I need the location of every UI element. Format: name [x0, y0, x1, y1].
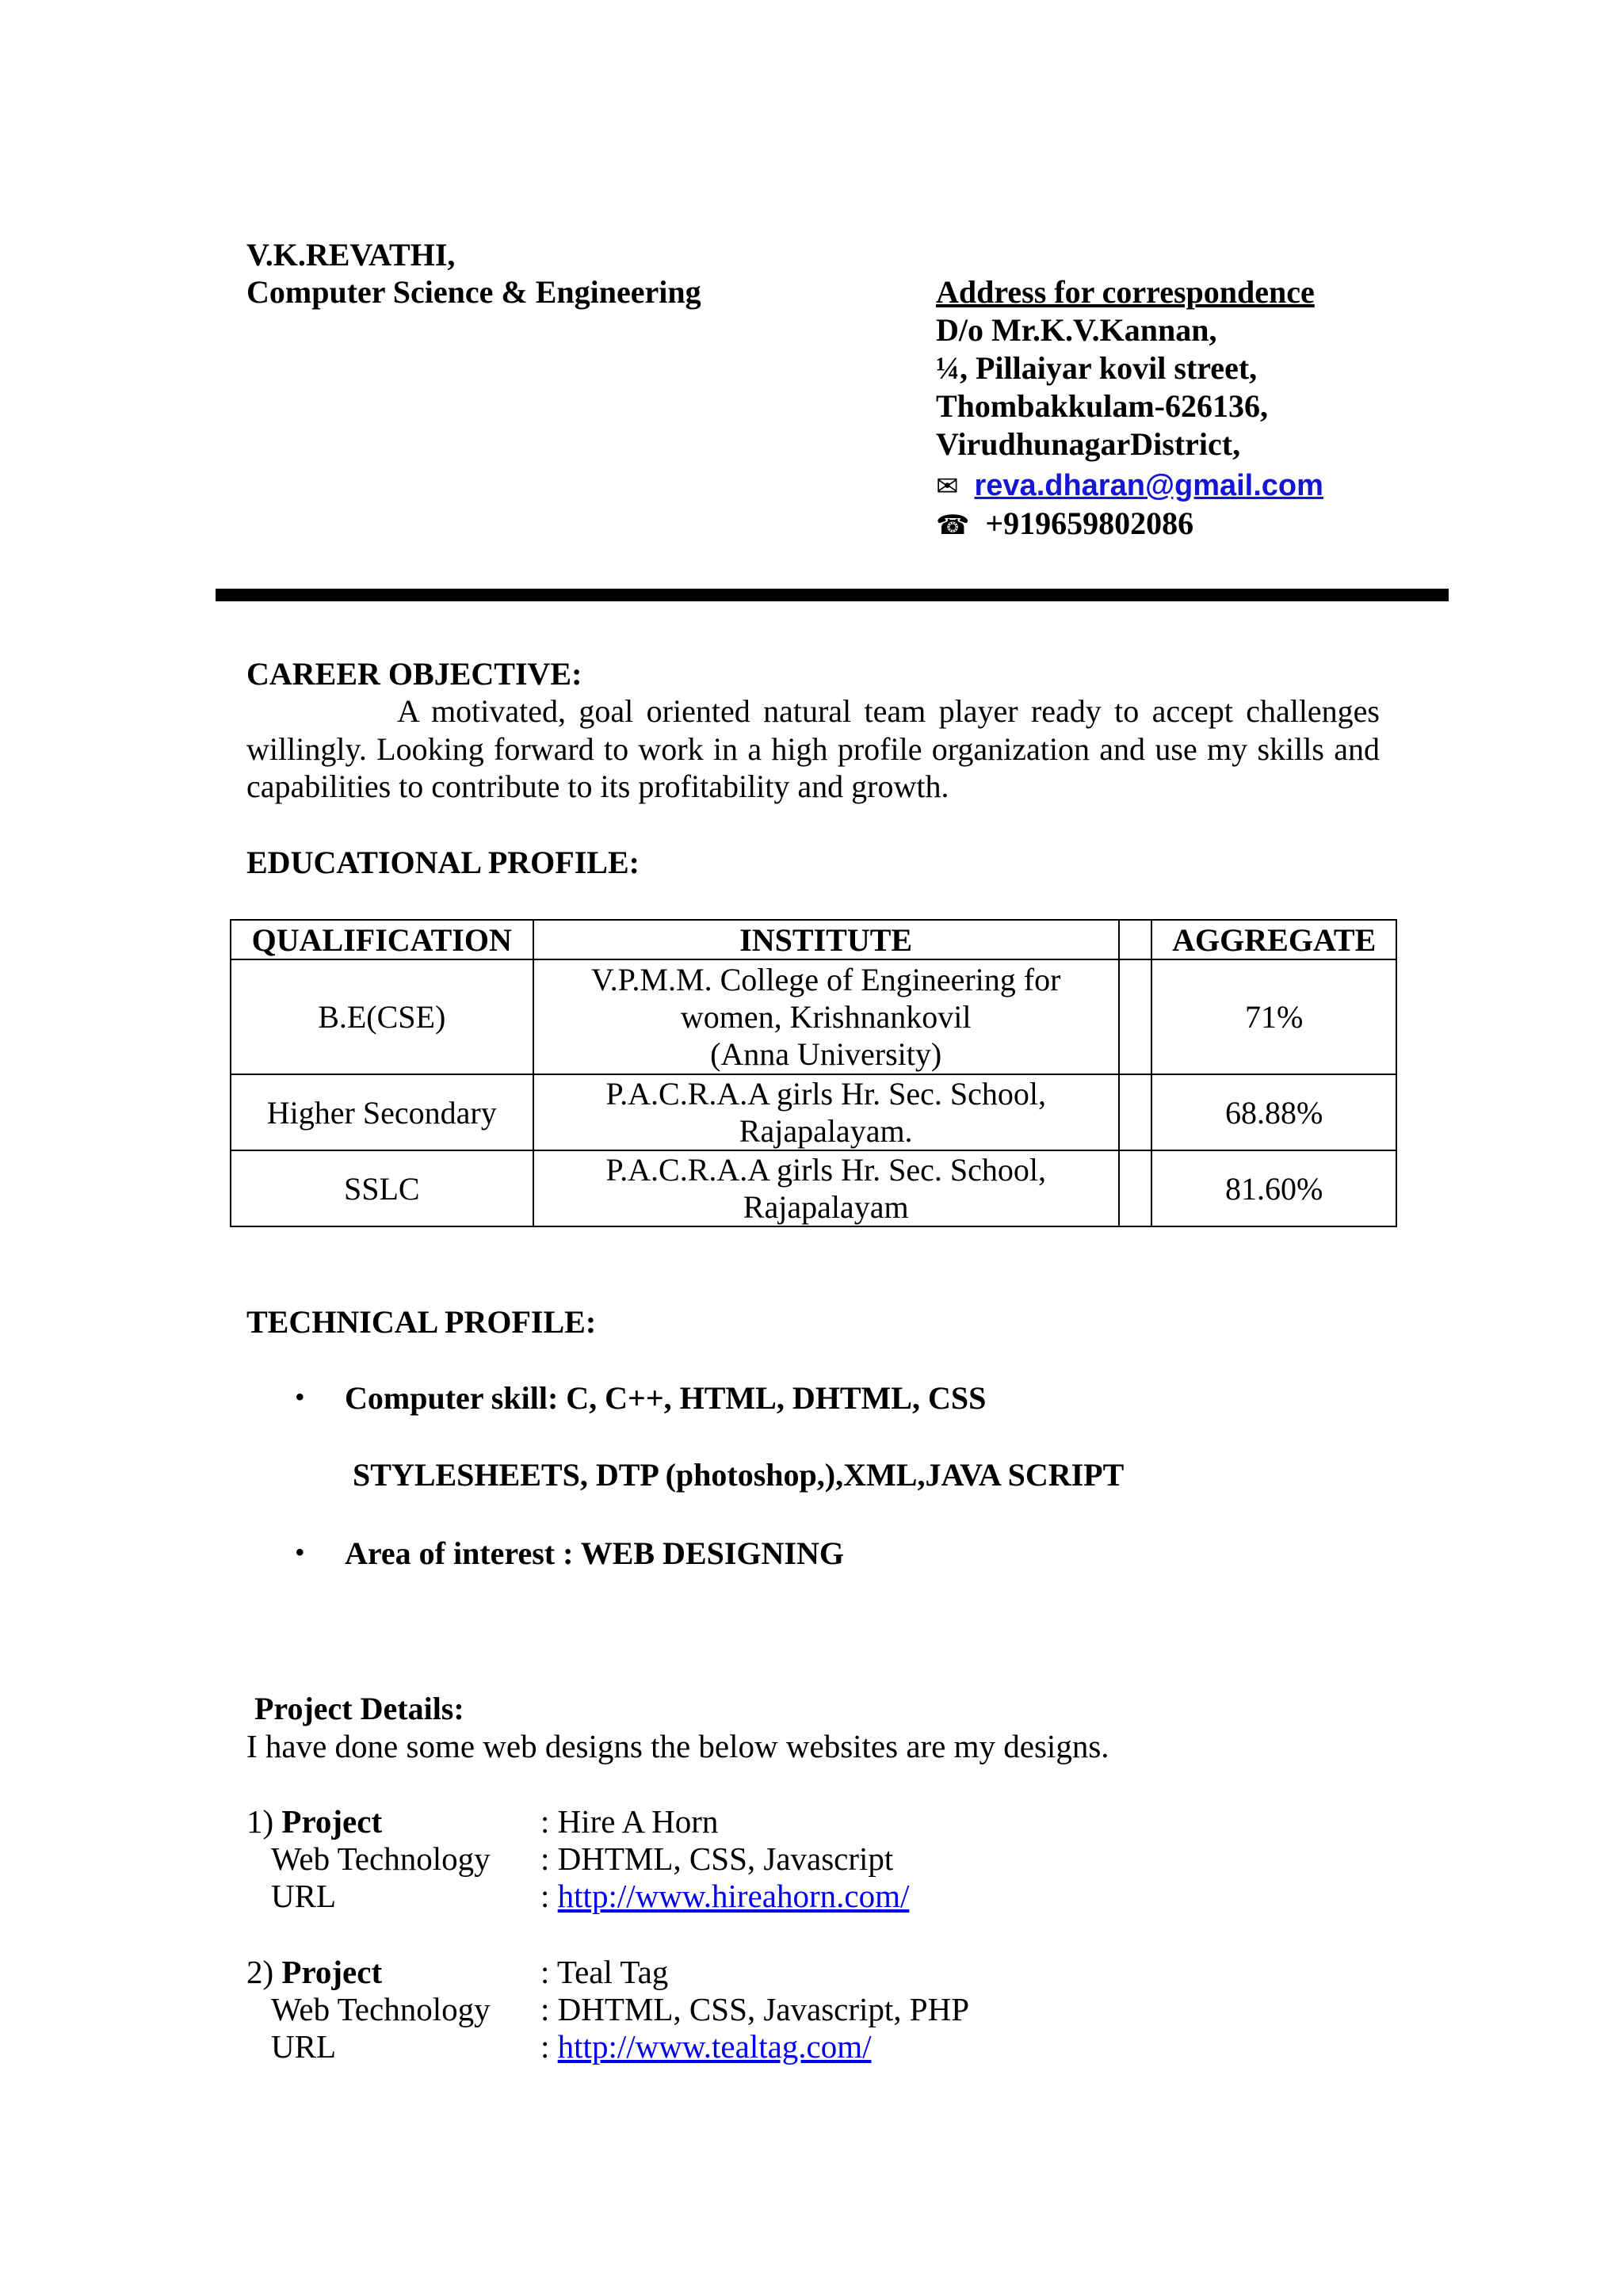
qualification-cell: SSLC: [231, 1150, 533, 1226]
project-number: [246, 1802, 382, 1840]
web-technology-row: [540, 1840, 893, 1878]
web-technology-label: Web Technology: [271, 1840, 491, 1877]
institute-cell: [533, 1074, 1119, 1150]
educational-profile-heading: EDUCATIONAL PROFILE:: [246, 845, 640, 880]
project-label: Project: [281, 1954, 383, 1990]
column-header-institute: INSTITUTE: [533, 920, 1119, 959]
institute-line: P.A.C.R.A.A girls Hr. Sec. School,: [605, 1152, 1046, 1188]
url-label: URL: [271, 1878, 336, 1914]
project-label: Project: [281, 1803, 383, 1840]
column-header-qualification: QUALIFICATION: [231, 920, 533, 959]
address-heading: Address for correspondence: [936, 274, 1315, 310]
url-row: [540, 1877, 909, 1915]
education-table: [230, 919, 1397, 1227]
email-link[interactable]: reva.dharan@gmail.com: [974, 469, 1323, 502]
telephone-icon: ☎: [936, 509, 970, 541]
bullet-icon: •: [295, 1381, 305, 1413]
separator: :: [540, 2028, 550, 2065]
institute-cell: [533, 959, 1119, 1074]
project-intro: I have done some web designs the below websites are my designs.: [246, 1728, 1109, 1764]
institute-line: Rajapalayam.: [739, 1113, 913, 1149]
career-objective-text: A motivated, goal oriented natural team player ready to accept challenges willingly. Looking forward to work in a high profile organization and use my skills and capabilities to contribute to its profitability and growth.: [246, 693, 1380, 804]
project-number: [246, 1953, 382, 1991]
separator: :: [540, 1840, 550, 1877]
institute-cell: [533, 1150, 1119, 1226]
project-details-heading: Project Details:: [254, 1691, 464, 1726]
bullet-icon: •: [295, 1536, 305, 1568]
address-line-1: D/o Mr.K.V.Kannan,: [936, 312, 1217, 348]
institute-line: (Anna University): [710, 1036, 942, 1072]
project-url-link[interactable]: http://www.tealtag.com/: [557, 2028, 872, 2065]
institute-line: Rajapalayam: [743, 1189, 909, 1225]
column-header-aggregate: AGGREGATE: [1151, 920, 1396, 959]
address-line-4: VirudhunagarDistrict,: [936, 426, 1241, 462]
institute-line: V.P.M.M. College of Engineering for: [590, 962, 1061, 997]
table-row: [231, 1150, 1396, 1226]
separator: :: [540, 1991, 550, 2027]
empty-cell: [1119, 1150, 1152, 1226]
project-url-link[interactable]: http://www.hireahorn.com/: [557, 1878, 910, 1914]
project-name: Hire A Horn: [557, 1803, 719, 1840]
separator: :: [540, 1803, 550, 1840]
separator: :: [540, 1954, 550, 1990]
aggregate-cell: 71%: [1151, 959, 1396, 1074]
table-row: [231, 959, 1396, 1074]
project-index: 2): [246, 1954, 274, 1990]
candidate-name: V.K.REVATHI,: [246, 237, 456, 273]
header-divider: [216, 589, 1449, 601]
url-label: URL: [271, 2028, 336, 2065]
project-name-row: [540, 1802, 718, 1840]
computer-skills-line-1: Computer skill: C, C++, HTML, DHTML, CSS: [345, 1380, 987, 1416]
web-technology-row: [540, 1990, 969, 2028]
address-line-2: ¼, Pillaiyar kovil street,: [936, 350, 1258, 386]
separator: :: [540, 1878, 550, 1914]
aggregate-cell: 68.88%: [1151, 1074, 1396, 1150]
candidate-department: Computer Science & Engineering: [246, 274, 701, 310]
area-of-interest: Area of interest : WEB DESIGNING: [345, 1535, 844, 1571]
web-technology-label: Web Technology: [271, 1991, 491, 2027]
table-header-row: [231, 920, 1396, 959]
empty-cell: [1119, 959, 1152, 1074]
computer-skills-line-2: STYLESHEETS, DTP (photoshop,),XML,JAVA SCRIPT: [353, 1457, 1125, 1493]
web-technology-value: DHTML, CSS, Javascript: [557, 1840, 894, 1877]
table-row: [231, 1074, 1396, 1150]
career-objective-heading: CAREER OBJECTIVE:: [246, 656, 582, 692]
aggregate-cell: 81.60%: [1151, 1150, 1396, 1226]
institute-line: P.A.C.R.A.A girls Hr. Sec. School,: [605, 1076, 1046, 1112]
project-name: Teal Tag: [556, 1954, 669, 1990]
qualification-cell: B.E(CSE): [231, 959, 533, 1074]
address-line-3: Thombakkulam-626136,: [936, 388, 1268, 424]
column-header-empty: [1119, 920, 1152, 959]
technical-profile-heading: TECHNICAL PROFILE:: [246, 1304, 597, 1340]
phone-row: [936, 505, 1193, 544]
qualification-cell: Higher Secondary: [231, 1074, 533, 1150]
project-index: 1): [246, 1803, 274, 1840]
institute-line: women, Krishnankovil: [680, 999, 972, 1035]
url-row: [540, 2027, 872, 2065]
envelope-icon: ✉: [936, 471, 959, 502]
web-technology-value: DHTML, CSS, Javascript, PHP: [557, 1991, 970, 2027]
project-name-row: [540, 1953, 668, 1991]
phone-number: +919659802086: [985, 505, 1194, 541]
email-row: [936, 466, 1323, 505]
empty-cell: [1119, 1074, 1152, 1150]
